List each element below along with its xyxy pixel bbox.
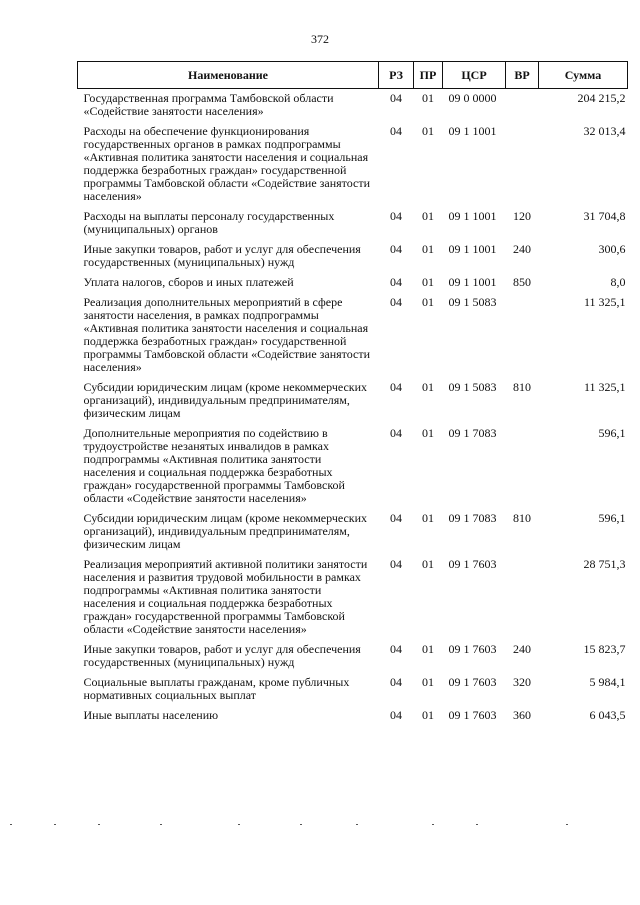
table-row [78,273,628,293]
row-name: Социальные выплаты гражданам, кроме публичных нормативных социальных выплат [83,675,350,702]
row-name: Расходы на обеспечение функционирования государственных органов в рамках подпрограммы «Активная политика занятости населения и социальная поддержка безработных граждан» государственной программы Тамбовской области «Содействие занятости населения» [83,124,371,203]
row-vr: 240 [513,242,531,256]
table-row [78,122,628,207]
row-name: Иные закупки товаров, работ и услуг для обеспечения государственных (муниципальных) нужд [83,242,361,269]
row-vr: 810 [513,511,531,525]
row-csr: 09 0 0000 [448,91,497,105]
row-csr: 09 1 7603 [448,557,497,571]
row-pr: 01 [422,209,434,223]
row-vr [506,89,539,123]
row-vr [506,122,539,207]
row-rz: 04 [390,426,402,440]
row-name: Субсидии юридическим лицам (кроме некоммерческих организаций), индивидуальным предпринимателям, физическим лицам [83,380,368,420]
row-pr: 01 [422,557,434,571]
row-sum: 5 984,1 [589,675,626,689]
row-rz: 04 [390,124,402,138]
row-vr [506,293,539,378]
row-vr: 320 [513,675,531,689]
row-csr: 09 1 7083 [448,511,497,525]
row-pr: 01 [422,242,434,256]
row-pr: 01 [422,380,434,394]
row-rz: 04 [390,209,402,223]
row-name: Дополнительные мероприятия по содействию в трудоустройстве незанятых инвалидов в рамках подпрограммы «Активная политика занятости населения и социальная поддержка безработных граждан» государственной программы Тамбовской области «Содействие занятости населения» [83,426,345,505]
header-pr: ПР [414,62,443,89]
row-pr: 01 [422,675,434,689]
row-sum: 596,1 [598,511,626,525]
row-pr: 01 [422,275,434,289]
row-rz: 04 [390,91,402,105]
row-csr: 09 1 1001 [448,124,497,138]
row-sum: 32 013,4 [583,124,626,138]
row-vr: 360 [513,708,531,722]
row-name: Иные закупки товаров, работ и услуг для обеспечения государственных (муниципальных) нужд [83,642,361,669]
row-pr: 01 [422,708,434,722]
budget-table [77,61,628,726]
row-sum: 11 325,1 [583,295,626,309]
row-rz: 04 [390,642,402,656]
table-row [78,240,628,273]
row-sum: 15 823,7 [583,642,626,656]
row-name: Иные выплаты населению [83,708,219,722]
header-rz: РЗ [379,62,414,89]
header-vr: ВР [506,62,539,89]
row-sum: 31 704,8 [583,209,626,223]
row-sum: 8,0 [610,275,626,289]
row-vr [506,424,539,509]
row-csr: 09 1 7603 [448,642,497,656]
row-vr: 850 [513,275,531,289]
row-sum: 596,1 [598,426,626,440]
row-vr [506,555,539,640]
row-pr: 01 [422,91,434,105]
table-row [78,640,628,673]
page-number: 372 [311,32,329,46]
row-csr: 09 1 5083 [448,295,497,309]
table-body [78,89,628,727]
table-row [78,509,628,555]
row-csr: 09 1 7603 [448,675,497,689]
header-row [78,62,628,89]
row-rz: 04 [390,557,402,571]
row-name: Реализация дополнительных мероприятий в сфере занятости населения, в рамках подпрограммы «Активная политика занятости населения и социальная поддержка безработных граждан» государственной программы Тамбовской области «Содействие занятости населения» [83,295,371,374]
row-pr: 01 [422,511,434,525]
row-rz: 04 [390,295,402,309]
row-sum: 6 043,5 [589,708,626,722]
row-sum: 11 325,1 [583,380,626,394]
header-sum: Сумма [539,62,628,89]
table-row [78,293,628,378]
row-pr: 01 [422,642,434,656]
row-rz: 04 [390,275,402,289]
row-name: Субсидии юридическим лицам (кроме некоммерческих организаций), индивидуальным предпринимателям, физическим лицам [83,511,368,551]
row-name: Реализация мероприятий активной политики занятости населения и развития трудовой мобильности в рамках подпрограммы «Активная политика занятости населения и социальная поддержка безработных граждан» государственной программы Тамбовской области «Содействие занятости населения» [83,557,368,636]
row-rz: 04 [390,380,402,394]
row-name: Уплата налогов, сборов и иных платежей [83,275,294,289]
table-row [78,706,628,726]
table-row [78,207,628,240]
row-rz: 04 [390,675,402,689]
row-rz: 04 [390,708,402,722]
row-csr: 09 1 5083 [448,380,497,394]
row-sum: 28 751,3 [583,557,626,571]
row-name: Расходы на выплаты персоналу государственных (муниципальных) органов [83,209,335,236]
row-pr: 01 [422,426,434,440]
row-rz: 04 [390,511,402,525]
row-name: Государственная программа Тамбовской области «Содействие занятости населения» [83,91,334,118]
table-header [78,62,628,89]
row-csr: 09 1 7083 [448,426,497,440]
row-rz: 04 [390,242,402,256]
table-row [78,89,628,123]
table-row [78,555,628,640]
header-name: Наименование [78,62,379,89]
row-sum: 300,6 [598,242,626,256]
row-sum: 204 215,2 [577,91,626,105]
row-csr: 09 1 1001 [448,209,497,223]
table-row [78,673,628,706]
header-csr: ЦСР [443,62,506,89]
row-csr: 09 1 1001 [448,242,497,256]
scan-artifact-marks [0,822,640,828]
row-csr: 09 1 1001 [448,275,497,289]
row-vr: 810 [513,380,531,394]
row-csr: 09 1 7603 [448,708,497,722]
row-pr: 01 [422,295,434,309]
row-vr: 240 [513,642,531,656]
row-vr: 120 [513,209,531,223]
row-pr: 01 [422,124,434,138]
table-row [78,378,628,424]
table-row [78,424,628,509]
